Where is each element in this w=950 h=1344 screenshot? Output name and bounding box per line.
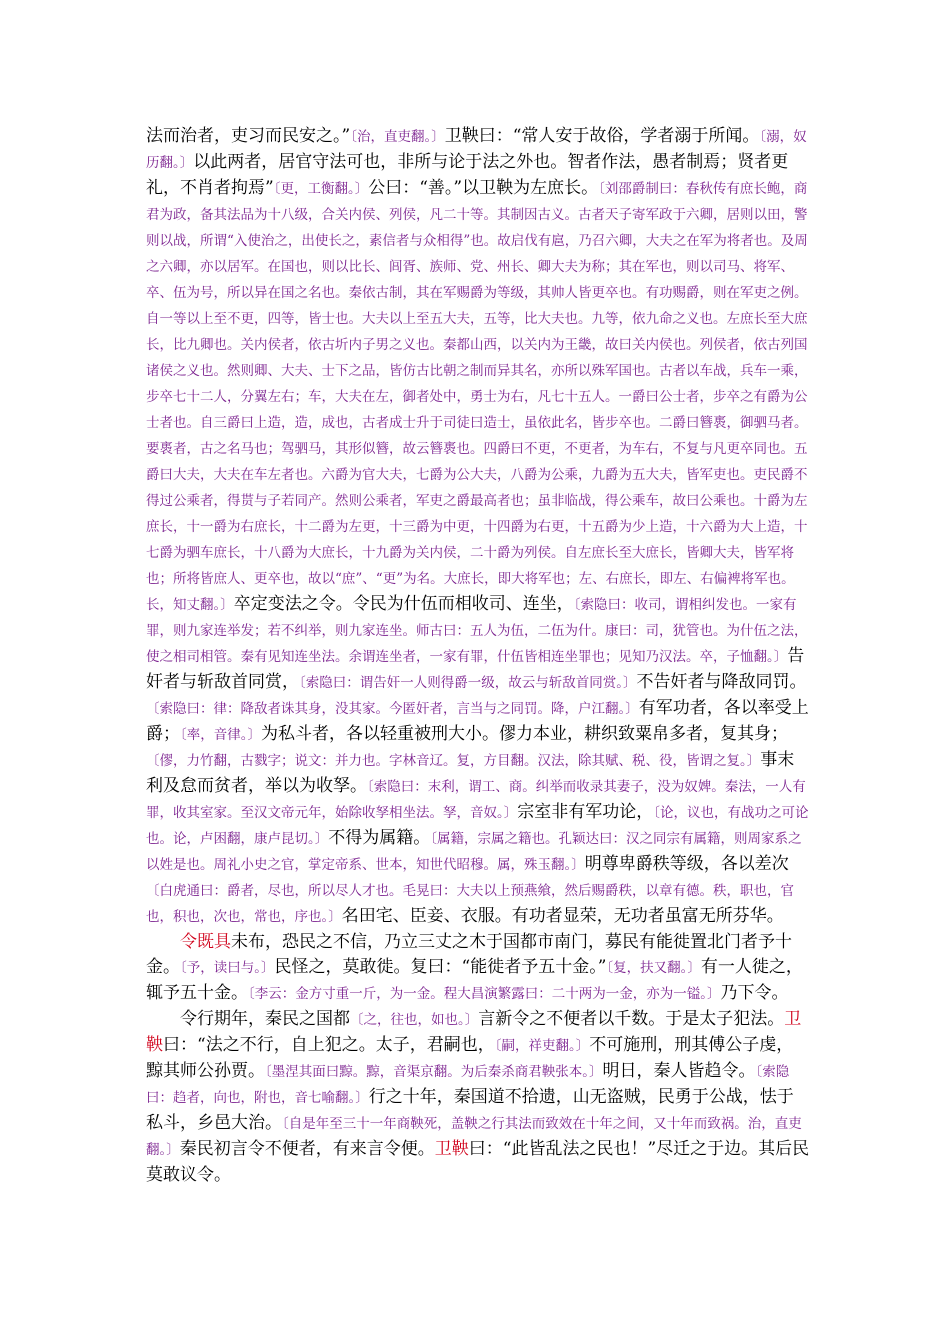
- commentary-note: 〔索隐曰：趋者，向也，附也，音七喻翻。〕: [146, 1064, 790, 1106]
- main-text: 不可施刑，刑其傅公子虔，黥其师公孙贾。: [146, 1035, 794, 1081]
- commentary-note: 〔僇，力竹翻，古戮字；说文：并力也。字林音辽。复，方目翻。汉法，除其赋、税、役，皆谓之复。〕: [146, 753, 761, 769]
- commentary-note: 〔自是年至三十一年商鞅死，盖鞅之行其法而致效在十年之间，又十年而致祸。治，直吏翻。〕: [146, 1116, 802, 1158]
- main-text: 秦民初言令不便者，有来言令便。: [179, 1139, 435, 1159]
- commentary-note: 〔李云：金方寸重一斤，为一金。程大昌演繁露曰：二十两为一金，亦为一镒。〕: [248, 986, 721, 1002]
- main-text: 为私斗者，各以轻重被刑大小。僇力本业，耕织致粟帛多者，复其身；: [261, 724, 788, 744]
- commentary-note: 〔墨涅其面曰黥。黥，音渠京翻。为后秦杀商君鞅张本。〕: [265, 1064, 603, 1080]
- main-text: 不得为属籍。: [328, 828, 431, 848]
- commentary-note: 〔更，工衡翻。〕: [273, 181, 369, 197]
- main-text: 有一人徙之，辄予五十金。: [146, 957, 803, 1003]
- commentary-note: 〔率，音律。〕: [180, 727, 261, 743]
- main-text: 言新令之不便者以千数。于是太子犯法。: [478, 1009, 785, 1029]
- commentary-note: 〔之，往也，如也。〕: [350, 1012, 479, 1028]
- main-text: 卒定变法之令。令民为什伍而相收司、连坐，: [233, 594, 574, 614]
- main-text: 有军功者，各以率受上爵；: [146, 698, 809, 744]
- commentary-note: 〔予，读曰与。〕: [180, 960, 275, 976]
- commentary-note: 〔索隐曰：谓告奸一人则得爵一级，故云与斩敌首同赏。〕: [299, 675, 637, 691]
- commentary-note: 〔白虎通曰：爵者，尽也，所以尽人才也。毛晃曰：大夫以上预燕飨，然后赐爵秩，以章有德。秩，职也，官也，积也，次也，常也，序也。〕: [146, 883, 794, 925]
- commentary-note: 〔复，扶又翻。〕: [606, 960, 701, 976]
- main-text: 宗室非有军功论，: [517, 802, 654, 822]
- main-text: 曰：“法之不行，自上犯之。太子，君嗣也，: [163, 1035, 495, 1055]
- main-text: 未布，恐民之不信，乃立三丈之木于国都市南门，募民有能徙置北门者予十金。: [146, 932, 792, 977]
- paragraph: [146, 1007, 810, 1188]
- commentary-note: 〔索隐曰：收司，谓相纠发也。一家有罪，则九家连举发；若不纠举，则九家连坐。师古曰：五人为伍，二伍为什。康曰：司，犹管也。为什伍之法，使之相司相管。秦有见知连坐法。余谓连坐者，一家有罪，什伍皆相连坐罪也；见知乃汉法。卒，子恤翻。〕: [146, 597, 808, 665]
- main-text: 以此两者，居官守法可也，非所与论于法之外也。智者作法，愚者制焉；贤者更礼，不肖者拘焉”: [146, 152, 789, 198]
- main-text: 名田宅、臣妾、衣服。有功者显荣，无功者虽富无所芬华。: [341, 906, 784, 926]
- main-text: 公曰：“善。”以卫鞅为左庶长。: [368, 178, 599, 198]
- main-text: 令行期年，秦民之国都: [180, 1009, 350, 1029]
- main-text: 明日，秦人皆趋令。: [602, 1061, 756, 1081]
- document-page: [146, 124, 810, 1188]
- main-text: 乃下令。: [720, 983, 789, 1003]
- main-text: 行之十年，秦国道不拾遗，山无盗贼，民勇于公战，怯于私斗，乡邑大治。: [146, 1087, 794, 1133]
- commentary-note: 〔索隐曰：末利，谓工、商。纠举而收录其妻子，没为奴婢。秦法，一人有罪，收其室家。至汉文帝元年，始除收孥相坐法。孥，音奴。〕: [146, 779, 806, 821]
- highlighted-phrase: 卫鞅: [434, 1139, 469, 1159]
- commentary-note: 〔治，直吏翻。〕: [350, 129, 445, 145]
- paragraph: [146, 124, 810, 930]
- paragraph: [146, 930, 810, 1007]
- main-text: 卫鞅曰：“常人安于故俗，学者溺于所闻。: [444, 126, 760, 146]
- commentary-note: 〔刘邵爵制曰：春秋传有庶长鲍，商君为政，备其法品为十八级，合关内侯、列侯，凡二十等。其制因古义。古者天子寄军政于六卿，居则以田，警则以战，所谓“入使治之，出使长之，素信者与众相得”也。故启伐有扈，乃召六卿，大夫之在军为将者也。及周之六卿，亦以居军。在国也，则以比长、闾胥、族师、党、州长、卿大夫为称；其在军也，则以司马、将军、卒、伍为号，所以异在国之名也。秦依古制，其在军赐爵为等级，其帅人皆更卒也。有功赐爵，则在军吏之例。自一等以上至不更，四等，皆士也。大夫以上至五大夫，五等，比大夫也。九等，依九命之义也。左庶长至大庶长，比九卿也。关内侯者，依古圻内子男之义也。秦都山西，以关内为王畿，故曰关内侯也。列侯者，依古列国诸侯之义也。然则卿、大夫、士下之品，皆仿古比朝之制而异其名，亦所以殊军国也。古者以车战，兵车一乘，步卒七十二人，分翼左右；车，大夫在左，御者处中，勇士为右，凡七十五人。一爵曰公士者，步卒之有爵为公士者也。自三爵曰上造，造，成也，古者成士升于司徒曰造士，虽依此名，皆步卒也。二爵曰簪褭，御驷马者。要褭者，古之名马也；驾驷马，其形似簪，故云簪褭也。四爵曰不更，不更者，为车右，不复与凡更卒同也。五爵曰大夫，大夫在车左者也。六爵为官大夫，七爵为公大夫，八爵为公乘，九爵为五大夫，皆军吏也。吏民爵不得过公乘者，得贳与子若同产。然则公乘者，军吏之爵最高者也；虽非临战，得公乘车，故曰公乘也。十爵为左庶长，十一爵为右庶长，十二爵为左更，十三爵为中更，十四爵为右更，十五爵为少上造，十六爵为大上造，十七爵为驷车庶长，十八爵为大庶长，十九爵为关内侯，二十爵为列侯。自左庶长至大庶长，皆卿大夫，皆军将也；所将皆庶人、更卒也，故以“庶”、“更”为名。大庶长，即大将军也；左、右庶长，即左、右偏裨将军也。长，知丈翻。〕: [146, 181, 808, 613]
- highlighted-phrase: 令既具: [180, 932, 231, 952]
- main-text: 曰：“此皆乱法之民也！”尽迁之于边。其后民莫敢议令。: [146, 1139, 810, 1185]
- commentary-note: 〔嗣，祥吏翻。〕: [494, 1038, 590, 1054]
- main-text: 事末利及怠而贫者，举以为收孥。: [146, 750, 795, 796]
- main-text: 明尊卑爵秩等级，各以差次: [584, 854, 789, 874]
- main-text: 告奸者与斩敌首同赏，: [146, 646, 805, 692]
- commentary-note: 〔属籍，宗属之籍也。孔颖达曰：汉之同宗有属籍，则周家系之以姓是也。周礼小史之官，掌定帝系、世本，知世代昭穆。属，殊玉翻。〕: [146, 831, 802, 873]
- commentary-note: 〔论，议也，有战功之可论也。论，卢困翻，康卢昆切。〕: [146, 805, 809, 847]
- main-text: 民怪之，莫敢徙。复曰：“能徙者予五十金。”: [274, 957, 607, 977]
- main-text: 法而治者，吏习而民安之。”: [146, 126, 351, 146]
- commentary-note: 〔索隐曰：律：降敌者诛其身，没其家。今匿奸者，言当与之同罚。降，户江翻。〕: [146, 701, 639, 717]
- highlighted-phrase: 卫鞅: [146, 1009, 802, 1055]
- commentary-note: 〔溺，奴历翻。〕: [146, 129, 807, 171]
- main-text: 不告奸者与降敌同罚。: [636, 672, 807, 692]
